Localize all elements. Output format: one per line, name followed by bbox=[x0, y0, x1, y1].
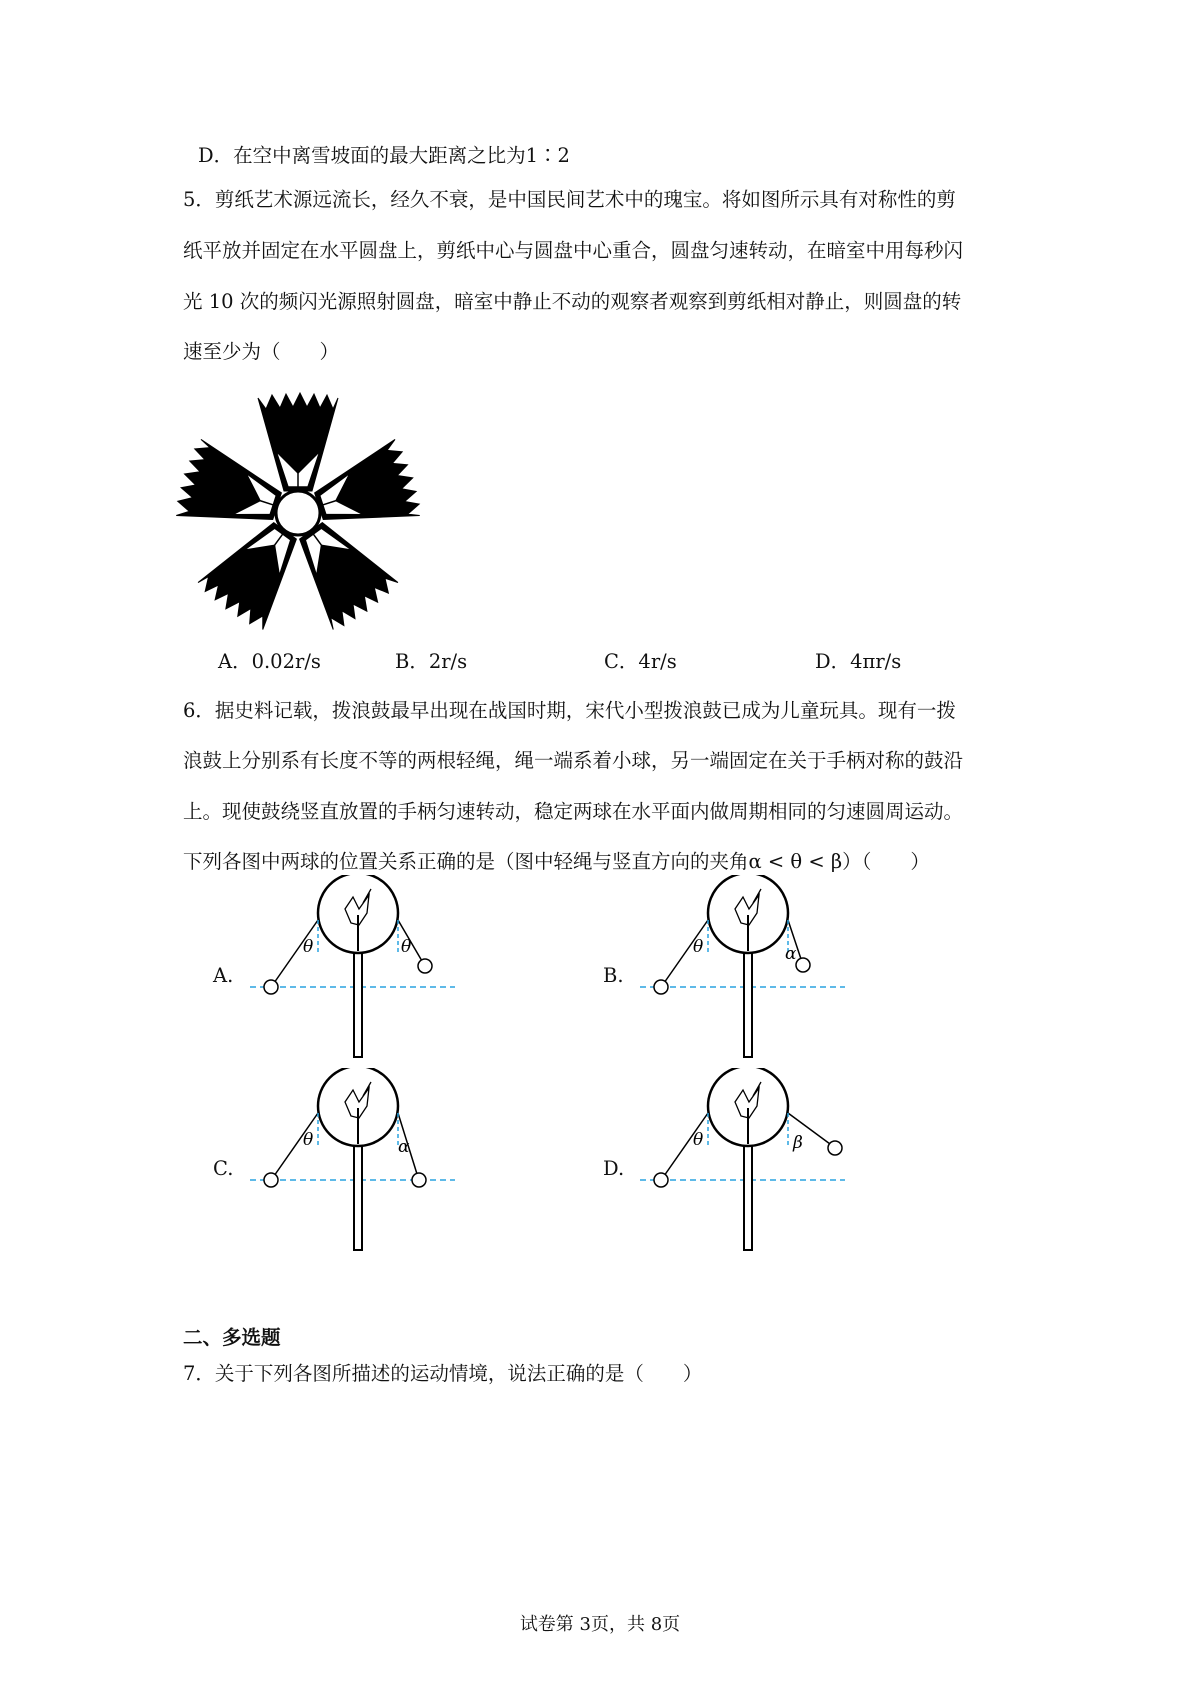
q5-option-c: C．4r/s bbox=[604, 650, 677, 673]
page-footer: 试卷第 3页，共 8页 bbox=[519, 1614, 681, 1635]
q5-option-d: D．4πr/s bbox=[815, 650, 902, 673]
q4-option-d: D．在空中离雪坡面的最大距离之比为1∶2 bbox=[198, 144, 570, 167]
fig-b-label: B. bbox=[603, 964, 624, 987]
drum-figure-a bbox=[245, 875, 460, 1060]
fig-a-label: A. bbox=[213, 964, 234, 987]
q5-line-1: 5．剪纸艺术源远流长，经久不衰，是中国民间艺术中的瑰宝。将如图所示具有对称性的剪 bbox=[183, 188, 956, 211]
q6-line-1: 6．据史料记载，拨浪鼓最早出现在战国时期，宋代小型拨浪鼓已成为儿童玩具。现有一拨 bbox=[183, 699, 956, 722]
q6-line-3: 上。现使鼓绕竖直放置的手柄匀速转动，稳定两球在水平面内做周期相同的匀速圆周运动。 bbox=[183, 800, 964, 823]
fig-d-left-angle: θ bbox=[693, 1130, 704, 1150]
drum-figure-b bbox=[635, 875, 850, 1060]
drum-figure-c bbox=[245, 1068, 460, 1253]
paper-cut-figure bbox=[168, 388, 428, 638]
q5-line-3: 光 10 次的频闪光源照射圆盘，暗室中静止不动的观察者观察到剪纸相对静止，则圆盘的转 bbox=[183, 290, 962, 313]
fig-b-right-angle: α bbox=[785, 944, 797, 964]
fig-d-right-angle: β bbox=[793, 1133, 803, 1153]
q6-line-4: 下列各图中两球的位置关系正确的是（图中轻绳与竖直方向的夹角α < θ < β）（ ） bbox=[183, 850, 930, 873]
q6-line-2: 浪鼓上分别系有长度不等的两根轻绳，绳一端系着小球，另一端固定在关于手柄对称的鼓沿 bbox=[183, 749, 964, 772]
fig-d-label: D. bbox=[603, 1157, 625, 1180]
fig-a-left-angle: θ bbox=[303, 937, 314, 957]
fig-b-left-angle: θ bbox=[693, 937, 704, 957]
fig-c-left-angle: θ bbox=[303, 1130, 314, 1150]
fig-a-right-angle: θ bbox=[401, 937, 412, 957]
fig-c-label: C. bbox=[213, 1157, 234, 1180]
q7-stem: 7．关于下列各图所描述的运动情境，说法正确的是（ ） bbox=[183, 1362, 703, 1385]
q5-option-a: A．0.02r/s bbox=[218, 650, 321, 673]
q5-line-4: 速至少为（ ） bbox=[183, 340, 340, 363]
section-heading: 二、多选题 bbox=[183, 1326, 281, 1349]
q5-option-b: B．2r/s bbox=[395, 650, 468, 673]
drum-figure-d bbox=[635, 1068, 850, 1253]
q5-line-2: 纸平放并固定在水平圆盘上，剪纸中心与圆盘中心重合，圆盘匀速转动，在暗室中用每秒闪 bbox=[183, 239, 964, 262]
fig-c-right-angle: α bbox=[398, 1137, 410, 1157]
